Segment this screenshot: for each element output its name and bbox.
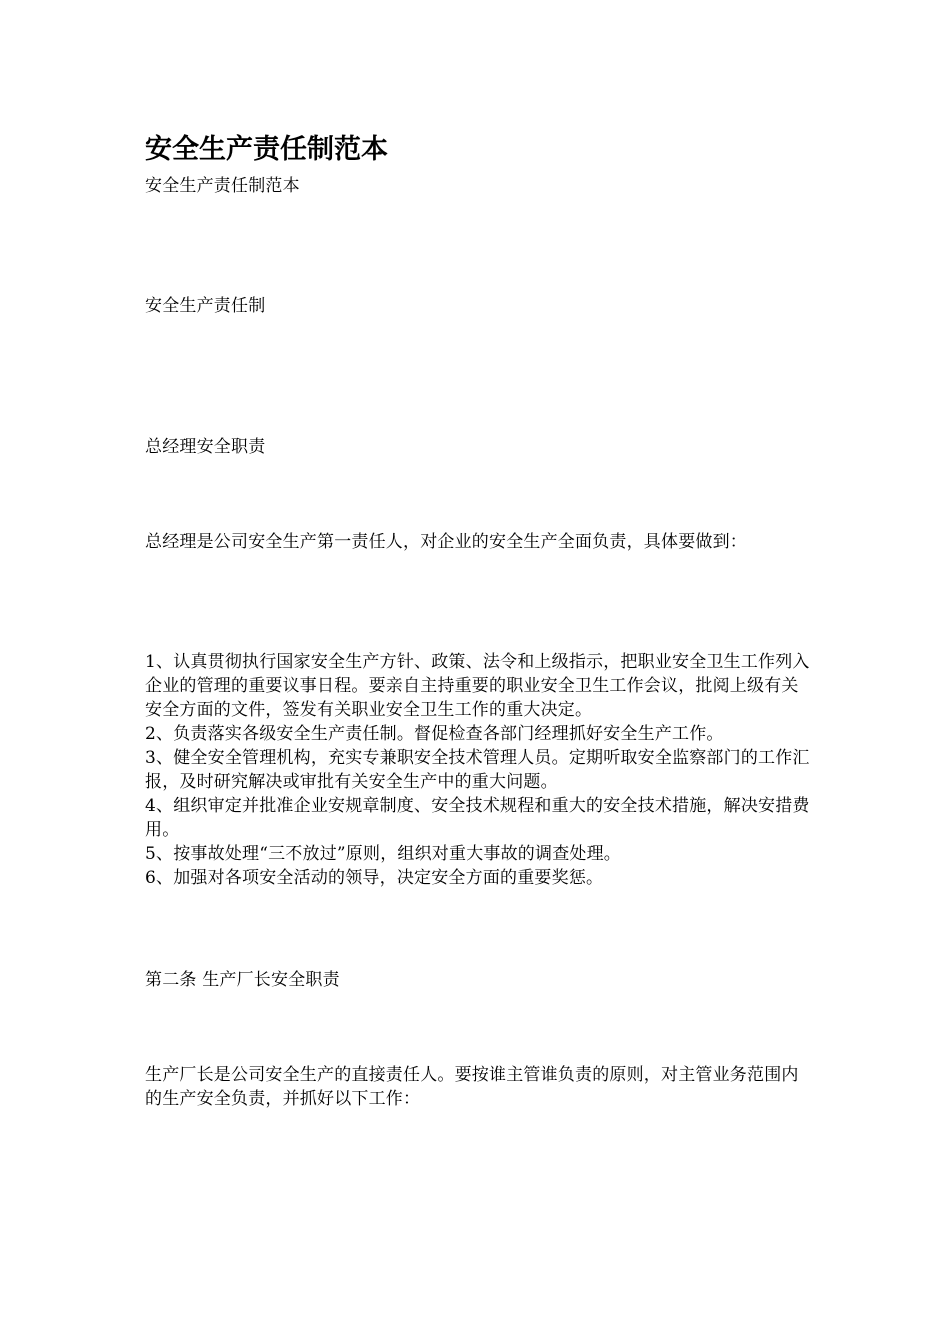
list-item: 5、按事故处理“三不放过”原则，组织对重大事故的调查处理。 bbox=[145, 844, 621, 864]
article2-intro-paragraph: 生产厂长是公司安全生产的直接责任人。要按谁主管谁负责的原则，对主管业务范围内的生产安全负责，并抓好以下工作： bbox=[145, 1065, 799, 1109]
document-title: 安全生产责任制范本 bbox=[145, 134, 388, 165]
document-subtitle: 安全生产责任制范本 bbox=[145, 176, 300, 196]
gm-duty-list bbox=[145, 650, 815, 890]
list-item: 2、负责落实各级安全生产责任制。督促检查各部门经理抓好安全生产工作。 bbox=[145, 724, 724, 744]
gm-intro-paragraph: 总经理是公司安全生产第一责任人，对企业的安全生产全面负责，具体要做到： bbox=[145, 532, 747, 552]
article2-heading: 第二条 生产厂长安全职责 bbox=[145, 970, 340, 990]
list-item: 3、健全安全管理机构，充实专兼职安全技术管理人员。定期听取安全监察部门的工作汇报，及时研究解决或审批有关安全生产中的重大问题。 bbox=[145, 748, 810, 792]
section-heading: 安全生产责任制 bbox=[145, 296, 266, 316]
list-item: 4、组织审定并批准企业安规章制度、安全技术规程和重大的安全技术措施，解决安措费用。 bbox=[145, 796, 810, 840]
list-item: 6、加强对各项安全活动的领导，决定安全方面的重要奖惩。 bbox=[145, 868, 604, 888]
list-item: 1、认真贯彻执行国家安全生产方针、政策、法令和上级指示，把职业安全卫生工作列入企业的管理的重要议事日程。要亲自主持重要的职业安全卫生工作会议，批阅上级有关安全方面的文件，签发有关职业安全卫生工作的重大决定。 bbox=[145, 652, 810, 720]
gm-heading: 总经理安全职责 bbox=[145, 437, 266, 457]
